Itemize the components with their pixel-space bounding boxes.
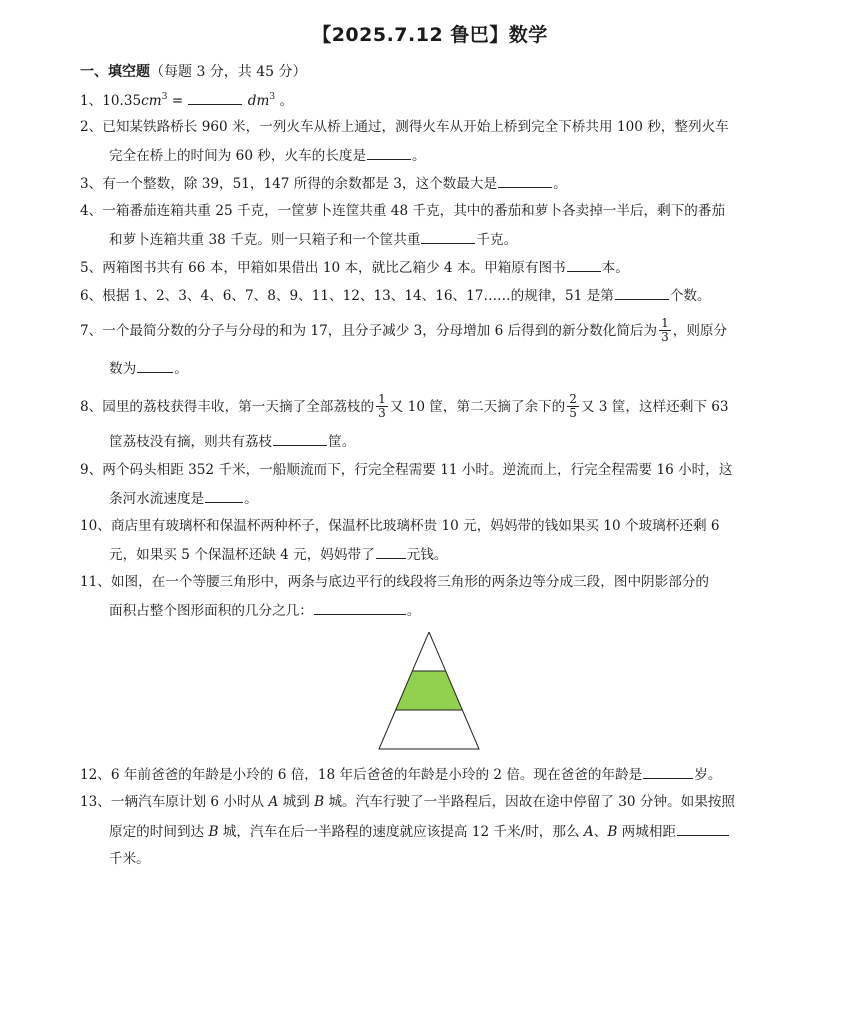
question-9-cont: 条河水流速度是 。 — [109, 488, 819, 509]
question-4: 4、一箱番茄连箱共重 25 千克，一筐萝卜连筐共重 48 千克，其中的番茄和萝卜各卖掉一半后，剩下的番茄 — [80, 203, 726, 219]
triangle-figure — [378, 632, 480, 750]
question-number: 5、 — [80, 260, 103, 276]
answer-blank — [376, 544, 406, 559]
question-10: 10、商店里有玻璃杯和保温杯两种杯子，保温杯比玻璃杯贵 10 元，妈妈带的钱如果买 10 个玻璃杯还剩 6 — [80, 518, 720, 534]
question-13-cont-2: 千米。 — [109, 851, 150, 867]
question-2-cont: 完全在桥上的时间为 60 秒，火车的长度是 。 — [109, 145, 819, 166]
question-number: 10、 — [80, 518, 111, 534]
answer-blank — [643, 764, 693, 779]
question-2: 2、已知某铁路桥长 960 米，一列火车从桥上通过，测得火车从开始上桥到完全下桥共用 100 秒，整列火车 — [80, 119, 729, 135]
answer-blank — [567, 257, 601, 272]
question-9: 9、两个码头相距 352 千米，一船顺流而下，行完全程需要 11 小时。逆流而上，行完全程需要 16 小时，这 — [80, 462, 733, 478]
question-8-cont: 筐荔枝没有摘，则共有荔枝 筐。 — [109, 431, 819, 452]
shaded-trapezoid — [396, 671, 463, 710]
question-number: 1、 — [80, 93, 103, 109]
question-1: 1、$10.35cm^3 = dm^3$ 。 — [80, 92, 294, 109]
question-number: 7、 — [80, 323, 103, 339]
fraction: $\frac{1}{3}$ — [378, 392, 386, 420]
answer-blank — [615, 285, 669, 300]
answer-blank — [677, 821, 729, 836]
answer-blank — [137, 358, 173, 373]
question-number: 11、 — [80, 574, 111, 590]
question-7: 7、一个最简分数的分子与分母的和为 17，且分子减少 3，分母增加 6 后得到的新分数化简后为 $\frac{1}{3}$ ，则原分 — [80, 316, 728, 344]
question-13-cont: 原定的时间到达 B 城，汽车在后一半路程的速度就应该提高 12 千米/时，那么 A、B 两城相距 — [109, 821, 819, 842]
question-8: 8、园里的荔枝获得丰收，第一天摘了全部荔枝的 $\frac{1}{3}$ 又 10 筐，第二天摘了余下的 $\frac{2}{5}$ 又 3 筐，这样还剩下 63 — [80, 392, 729, 420]
fraction: $\frac{2}{5}$ — [569, 392, 577, 420]
question-number: 2、 — [80, 119, 103, 135]
question-number: 13、 — [80, 794, 111, 810]
question-11-cont: 面积占整个图形面积的几分之几： 。 — [109, 600, 819, 621]
question-number: 9、 — [80, 462, 103, 478]
section-heading — [80, 61, 307, 81]
question-number: 4、 — [80, 203, 103, 219]
question-number: 3、 — [80, 176, 103, 192]
question-10-cont: 元，如果买 5 个保温杯还缺 4 元，妈妈带了 元钱。 — [109, 544, 819, 565]
answer-blank — [188, 90, 242, 105]
question-number: 6、 — [80, 288, 103, 304]
section-note: （每题 3 分，共 45 分） — [150, 64, 307, 80]
question-number: 8、 — [80, 399, 103, 415]
question-4-cont: 和萝卜连箱共重 38 千克。则一只箱子和一个筐共重 千克。 — [109, 229, 819, 250]
question-11: 11、如图，在一个等腰三角形中，两条与底边平行的线段将三角形的两条边等分成三段，图中阴影部分的 — [80, 574, 710, 590]
answer-blank — [498, 173, 552, 188]
question-13: 13、一辆汽车原计划 6 小时从 A 城到 B 城。汽车行驶了一半路程后，因故在途中停留了 30 分钟。如果按照 — [80, 794, 736, 810]
question-3: 3、有一个整数，除 39，51，147 所得的余数都是 3，这个数最大是 。 — [80, 173, 790, 194]
document-title: 【2025.7.12 鲁巴】数学 — [312, 24, 548, 46]
question-6: 6、根据 1、2、3、4、6、7、8、9、11、12、13、14、16、17……的规律，51 是第 个数。 — [80, 285, 790, 306]
question-number: 12、 — [80, 767, 111, 783]
answer-blank — [367, 145, 411, 160]
answer-blank — [421, 229, 475, 244]
section-title: 一、填空题 — [80, 64, 150, 80]
question-12: 12、6 年前爸爸的年龄是小玲的 6 倍，18 年后爸爸的年龄是小玲的 2 倍。现在爸爸的年龄是 岁。 — [80, 764, 790, 785]
answer-blank — [205, 488, 243, 503]
question-7-cont: 数为 。 — [109, 358, 819, 379]
fraction: $\frac{1}{3}$ — [661, 316, 669, 344]
answer-blank — [314, 600, 406, 615]
question-5: 5、两箱图书共有 66 本，甲箱如果借出 10 本，就比乙箱少 4 本。甲箱原有图书 本。 — [80, 257, 790, 278]
answer-blank — [273, 431, 327, 446]
